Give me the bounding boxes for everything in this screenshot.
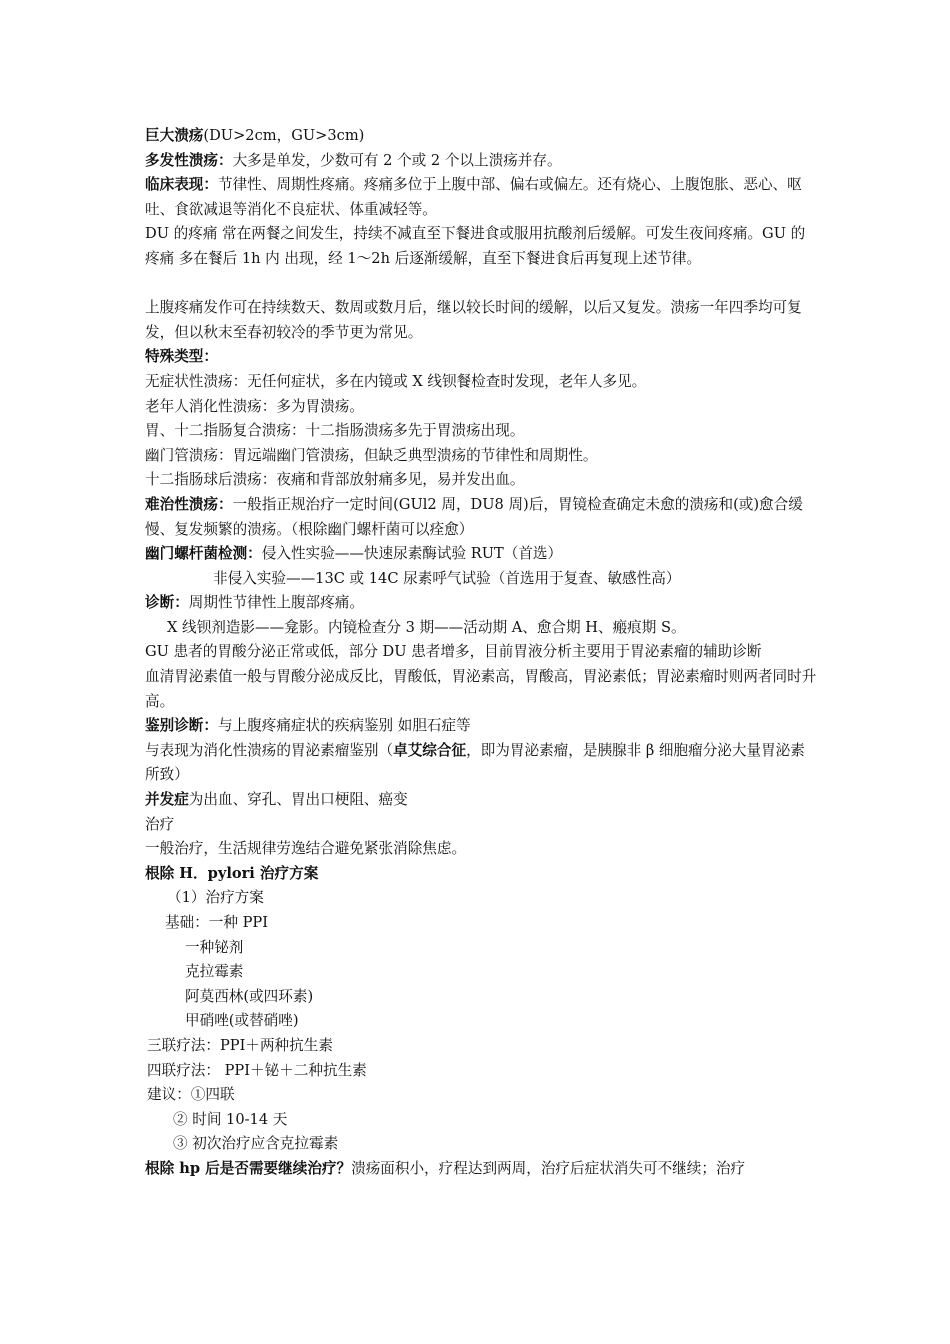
differential-diagnosis-heading: 鉴别诊断： (145, 717, 218, 735)
diagnosis-text: 周期性节律性上腹部疼痛。 (188, 594, 364, 612)
hp-noninvasive-test-line: 非侵入实验——13C 或 14C 尿素呼气试验（首选用于复查、敏感性高） (213, 569, 681, 587)
clinical-manifestation-paragraph (145, 173, 817, 222)
treatment-plan-line: （1）治疗方案 (167, 889, 264, 907)
pain-pattern-paragraph: DU 的疼痛 常在两餐之间发生，持续不减直至下餐进食或服用抗酸剂后缓解。可发生夜间疼痛。GU 的疼痛 多在餐后 1h 内 出现，经 1～2h 后逐渐缓解，直至下餐进食后再复现上述节律。 (145, 225, 806, 267)
triple-therapy-line: 三联疗法：PPI＋两种抗生素 (147, 1036, 333, 1054)
amoxicillin-line: 阿莫西林(或四环素) (185, 987, 314, 1005)
recommendation-line: 建议：①四联 (147, 1086, 235, 1104)
zollinger-ellison-term: 卓艾综合征 (393, 741, 467, 759)
hp-invasive-test-text: 侵入性实验——快速尿素酶试验 RUT（首选） (261, 545, 563, 563)
general-treatment-line: 一般治疗，生活规律劳逸结合避免紧张消除焦虑。 (145, 840, 467, 858)
recommendation-clarithromycin-line: ③ 初次治疗应含克拉霉素 (173, 1135, 339, 1153)
gastrinoma-paragraph (145, 739, 817, 788)
multiple-ulcer-line (145, 149, 817, 174)
treatment-heading: 治疗 (145, 815, 175, 833)
differential-diagnosis-line (145, 714, 817, 739)
diagnosis-heading: 诊断： (145, 594, 189, 612)
continue-treatment-question: 根除 hp 后是否需要继续治疗？ (145, 1159, 352, 1177)
clinical-manifestation-text: 节律性、周期性疼痛。疼痛多位于上腹中部、偏右或偏左。还有烧心、上腹饱胀、恶心、呕吐、食欲减退等消化不良症状、体重减轻等。 (145, 176, 802, 218)
pyloric-ulcer-line: 幽门管溃疡：胃远端幽门管溃疡，但缺乏典型溃疡的节律性和周期性。 (145, 446, 598, 464)
gastrinoma-text-lead: 与表现为消化性溃疡的胃泌素瘤鉴别（ (145, 741, 394, 759)
refractory-ulcer-text: 一般指正规治疗一定时间(GUl2 周，DU8 周)后，胃镜检查确定未愈的溃疡和(或)愈合缓慢、复发频繁的溃疡。（根除幽门螺杆菌可以痊愈） (145, 495, 803, 538)
serum-gastrin-paragraph: 血清胃泌素值一般与胃酸分泌成反比，胃酸低，胃泌素高，胃酸高，胃泌素低；胃泌素瘤时则两者同时升高。 (145, 668, 817, 710)
diagnosis-line (145, 591, 817, 616)
hp-eradication-heading: 根除 H．pylori 治疗方案 (145, 864, 319, 882)
clinical-manifestation-heading: 临床表现： (145, 176, 218, 194)
continue-treatment-line (145, 1157, 817, 1182)
asymptomatic-ulcer-line: 无症状性溃疡：无任何症状，多在内镜或 X 线钡餐检查时发现，老年人多见。 (145, 372, 647, 390)
gastrinoma-text-rest: ，即为胃泌素瘤，是胰腺非 β 细胞瘤分泌大量胃泌素所致） (145, 741, 805, 784)
basic-ppi-line: 基础：一种 PPI (165, 914, 269, 931)
recurrence-paragraph: 上腹疼痛发作可在持续数天、数周或数月后，继以较长时间的缓解，以后又复发。溃疡一年四季均可复发，但以秋末至春初较冷的季节更为常见。 (145, 299, 802, 341)
hp-test-heading: 幽门螺杆菌检测： (145, 545, 262, 563)
refractory-ulcer-heading: 难治性溃疡： (145, 495, 233, 513)
complications-text: 为出血、穿孔、胃出口梗阻、癌变 (188, 791, 408, 809)
metronidazole-line: 甲硝唑(或替硝唑) (185, 1012, 299, 1030)
elderly-ulcer-line: 老年人消化性溃疡：多为胃溃疡。 (145, 397, 364, 415)
bismuth-line: 一种铋剂 (185, 938, 244, 956)
differential-diagnosis-text: 与上腹疼痛症状的疾病鉴别 如胆石症等 (217, 717, 471, 735)
complications-line (145, 788, 817, 813)
clarithromycin-line: 克拉霉素 (185, 963, 244, 981)
blank-line (145, 272, 817, 297)
xray-endoscopy-line: X 线钡剂造影——龛影。内镜检查分 3 期——活动期 A、愈合期 H、瘢痕期 S。 (167, 618, 686, 636)
hp-test-line (145, 542, 817, 567)
postbulbar-ulcer-line: 十二指肠球后溃疡：夜痛和背部放射痛多见，易并发出血。 (145, 471, 525, 489)
giant-ulcer-line (145, 124, 817, 149)
quadruple-therapy-line: 四联疗法： PPI＋铋＋二种抗生素 (147, 1061, 367, 1079)
complications-heading: 并发症 (145, 791, 189, 809)
special-types-heading: 特殊类型： (145, 348, 218, 366)
document-body (145, 124, 817, 1182)
giant-ulcer-text: (DU>2cm，GU>3cm) (203, 127, 365, 144)
recommendation-duration-line: ② 时间 10-14 天 (173, 1110, 288, 1128)
gastric-acid-paragraph: GU 患者的胃酸分泌正常或低，部分 DU 患者增多，目前胃液分析主要用于胃泌素瘤的辅助诊断 (145, 643, 762, 661)
compound-ulcer-line: 胃、十二指肠复合溃疡：十二指肠溃疡多先于胃溃疡出现。 (145, 422, 525, 440)
continue-treatment-text: 溃疡面积小，疗程达到两周，治疗后症状消失可不继续；治疗 (351, 1159, 746, 1177)
giant-ulcer-heading: 巨大溃疡 (145, 127, 204, 144)
multiple-ulcer-heading: 多发性溃疡： (145, 151, 233, 169)
refractory-ulcer-paragraph (145, 493, 817, 542)
multiple-ulcer-text: 大多是单发，少数可有 2 个或 2 个以上溃疡并存。 (232, 151, 562, 169)
